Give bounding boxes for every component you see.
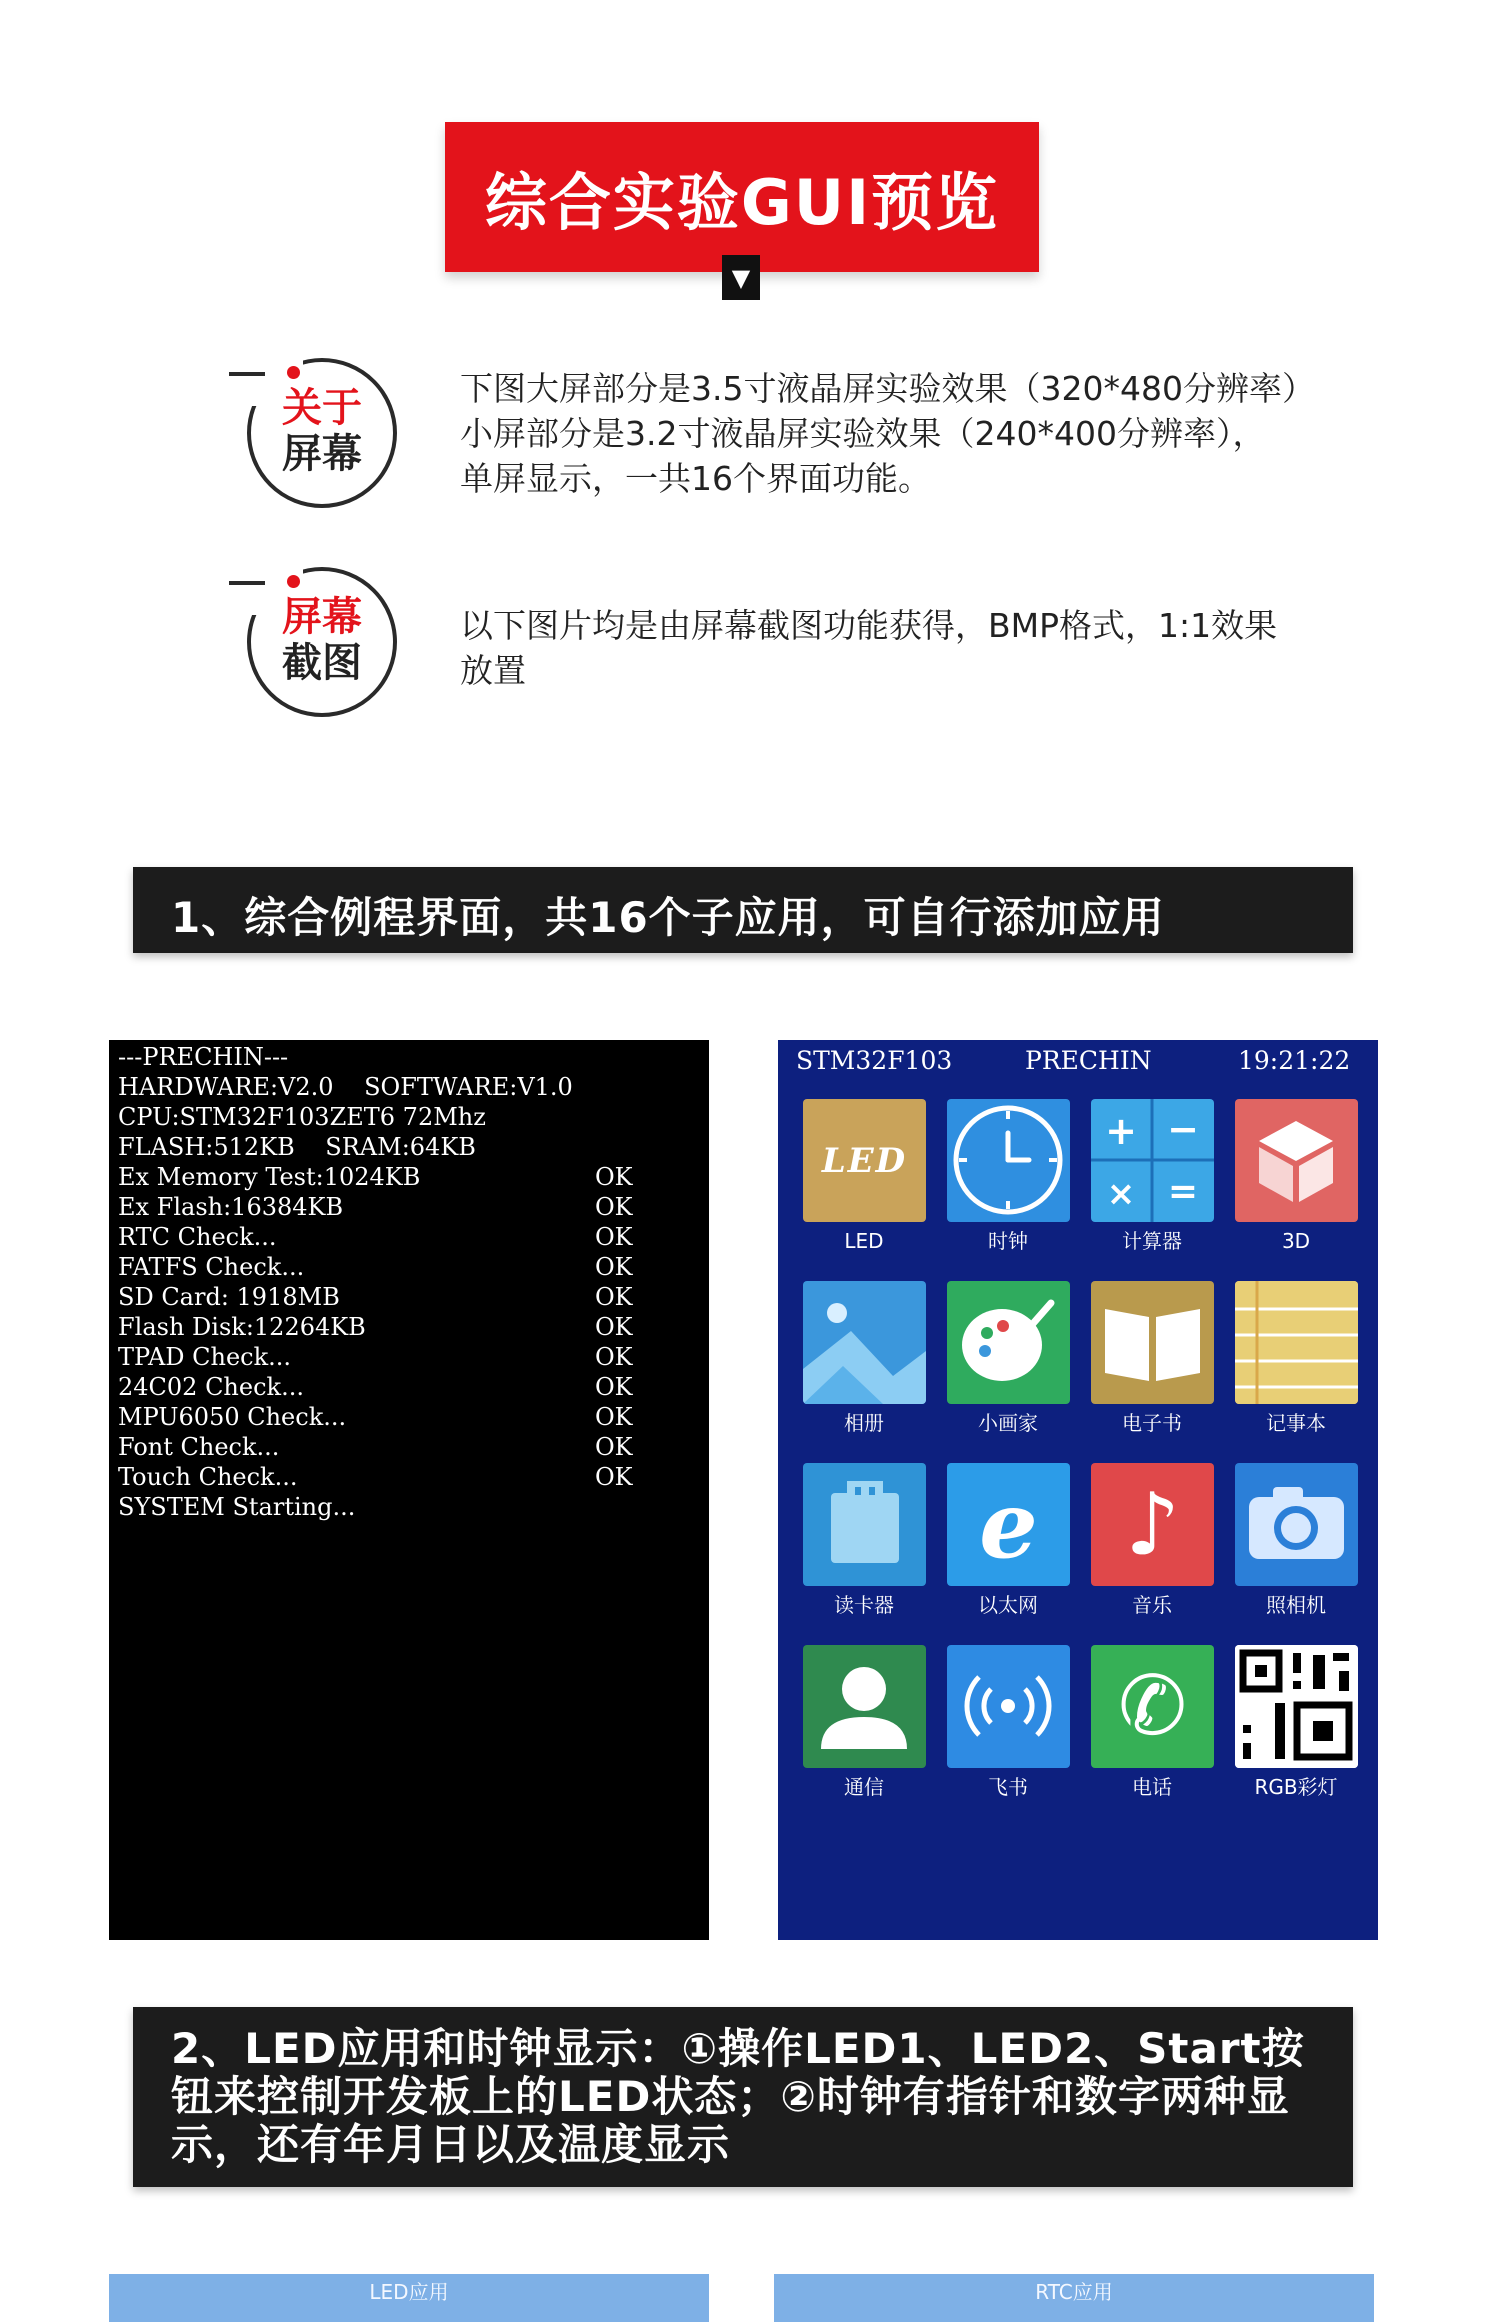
boot-log-text: MPU6050 Check... (118, 1403, 347, 1431)
screenshot-badge (247, 567, 397, 717)
svg-text:×: × (1106, 1174, 1136, 1214)
app-tile-clock[interactable] (947, 1099, 1070, 1222)
about-screen-badge (247, 358, 397, 508)
boot-log-text: 24C02 Check... (118, 1373, 304, 1401)
boot-log-text: HARDWARE:V2.0 SOFTWARE:V1.0 (118, 1073, 573, 1101)
boot-log-text: TPAD Check... (118, 1343, 292, 1371)
clock-icon (947, 1099, 1070, 1222)
boot-log-line (118, 1102, 698, 1132)
app-label[interactable]: 音乐 (1132, 1593, 1172, 1617)
info-line: 下图大屏部分是3.5寸液晶屏实验效果（320*480分辨率） (460, 369, 1315, 408)
cube-icon (1235, 1099, 1358, 1222)
app-tile-card-reader[interactable] (803, 1463, 926, 1586)
notepad-icon (1235, 1281, 1358, 1404)
phone-icon: ✆ (1118, 1658, 1187, 1754)
app-tile-paint[interactable] (947, 1281, 1070, 1404)
boot-status-ok: OK (595, 1253, 633, 1281)
boot-log-text: Ex Flash:16384KB (118, 1193, 344, 1221)
info-line: 小屏部分是3.2寸液晶屏实验效果（240*400分辨率）， (460, 414, 1266, 453)
app-label[interactable]: 记事本 (1266, 1411, 1326, 1435)
boot-status-ok: OK (595, 1283, 633, 1311)
paint-icon (947, 1281, 1070, 1404)
section-title: 2、LED应用和时钟显示：①操作LED1、LED2、Start按钮来控制开发板上的LED状态；②时钟有指针和数字两种显示，还有年月日以及温度显示 (171, 2024, 1305, 2169)
info-line: 以下图片均是由屏幕截图功能获得，BMP格式，1:1效果 (460, 606, 1278, 645)
screenshot-text (460, 603, 1360, 693)
boot-log-text: CPU:STM32F103ZET6 72Mhz (118, 1103, 486, 1131)
app-label[interactable]: 3D (1281, 1229, 1311, 1253)
camera-icon (1235, 1463, 1358, 1586)
app-label[interactable]: 飞书 (988, 1775, 1028, 1799)
ethernet-icon: e (979, 1470, 1038, 1579)
status-brand: PRECHIN (1025, 1046, 1152, 1075)
app-label[interactable]: 电话 (1132, 1775, 1172, 1799)
qrcode-icon (1235, 1645, 1358, 1768)
boot-log-line (118, 1312, 698, 1342)
info-line: 放置 (460, 651, 526, 690)
app-tile-contact[interactable] (803, 1645, 926, 1768)
app-tile-camera[interactable] (1235, 1463, 1358, 1586)
boot-status-ok: OK (595, 1163, 633, 1191)
status-device: STM32F103 (796, 1046, 953, 1075)
app-menu-screen (778, 1040, 1378, 1940)
svg-text:=: = (1167, 1171, 1199, 1212)
boot-log-line (118, 1192, 698, 1222)
info-line: 单屏显示，一共16个界面功能。 (460, 459, 931, 498)
boot-log-line (118, 1072, 698, 1102)
ebook-icon (1091, 1281, 1214, 1404)
preview-title: LED应用 (369, 2280, 449, 2304)
wireless-icon (947, 1645, 1070, 1768)
led-icon: LED (821, 1140, 908, 1181)
app-label[interactable]: 时钟 (988, 1229, 1028, 1253)
boot-log-text: RTC Check... (118, 1223, 277, 1251)
app-label[interactable]: 电子书 (1122, 1411, 1182, 1435)
boot-log-line (118, 1252, 698, 1282)
contact-icon (803, 1645, 926, 1768)
boot-log-line (118, 1222, 698, 1252)
app-tile-cube[interactable] (1235, 1099, 1358, 1222)
app-label[interactable]: RGB彩灯 (1254, 1775, 1338, 1799)
svg-text:+: + (1105, 1109, 1137, 1153)
boot-status-ok: OK (595, 1403, 633, 1431)
boot-log-text: Font Check... (118, 1433, 280, 1461)
badge-label-top: 屏幕 (282, 594, 362, 640)
card-reader-icon (803, 1463, 926, 1586)
app-label[interactable]: 以太网 (978, 1593, 1038, 1617)
section-title: 1、综合例程界面，共16个子应用，可自行添加应用 (171, 893, 1165, 942)
app-tile-ethernet[interactable] (947, 1463, 1070, 1586)
boot-log-text: Touch Check... (118, 1463, 298, 1491)
app-tile-phone[interactable] (1091, 1645, 1214, 1768)
music-icon: ♪ (1125, 1474, 1180, 1575)
badge-label-bottom: 屏幕 (282, 431, 362, 477)
boot-status-ok: OK (595, 1313, 633, 1341)
app-tile-notepad[interactable] (1235, 1281, 1358, 1404)
boot-log-text: FLASH:512KB SRAM:64KB (118, 1133, 476, 1161)
boot-log-text: SD Card: 1918MB (118, 1283, 340, 1311)
badge-label-top: 关于 (282, 385, 362, 431)
app-label[interactable]: 读卡器 (834, 1593, 894, 1617)
app-tile-music[interactable] (1091, 1463, 1214, 1586)
app-label[interactable]: 相册 (844, 1411, 884, 1435)
status-time: 19:21:22 (1238, 1046, 1351, 1075)
boot-log-line (118, 1342, 698, 1372)
rtc-app-preview (774, 2274, 1374, 2322)
boot-log-line (118, 1462, 698, 1492)
boot-log-line (118, 1492, 698, 1522)
preview-title: RTC应用 (1035, 2280, 1113, 2304)
boot-log-line (118, 1132, 698, 1162)
boot-log-text: Ex Memory Test:1024KB (118, 1163, 421, 1191)
calculator-icon (1091, 1099, 1214, 1222)
boot-log-line (118, 1402, 698, 1432)
boot-log-line (118, 1282, 698, 1312)
photo-album-icon (803, 1281, 926, 1404)
section-heading-1 (133, 867, 1353, 953)
led-app-preview (109, 2274, 709, 2322)
section-heading-2 (133, 2007, 1353, 2187)
boot-status-ok: OK (595, 1373, 633, 1401)
boot-log-line (118, 1432, 698, 1462)
app-tile-ebook[interactable] (1091, 1281, 1214, 1404)
boot-log-line (118, 1162, 698, 1192)
boot-status-ok: OK (595, 1463, 633, 1491)
app-label[interactable]: LED (844, 1229, 884, 1253)
header-banner (445, 122, 1039, 272)
app-label[interactable]: 小画家 (978, 1411, 1038, 1435)
app-label[interactable]: 通信 (844, 1775, 884, 1799)
app-tile-qrcode[interactable] (1235, 1645, 1358, 1768)
down-arrow-icon: ▼ (722, 255, 760, 300)
badge-label-bottom: 截图 (282, 640, 362, 686)
boot-status-ok: OK (595, 1343, 633, 1371)
boot-status-ok: OK (595, 1223, 633, 1251)
boot-log-text: FATFS Check... (118, 1253, 305, 1281)
app-tile-calculator[interactable] (1091, 1099, 1214, 1222)
boot-log-line (118, 1042, 698, 1072)
boot-status-ok: OK (595, 1433, 633, 1461)
app-tile-wireless[interactable] (947, 1645, 1070, 1768)
app-tile-photo-album[interactable] (803, 1281, 926, 1404)
boot-screen (109, 1040, 709, 1940)
app-label[interactable]: 照相机 (1266, 1593, 1326, 1617)
about-screen-text (460, 366, 1360, 501)
boot-log-text: SYSTEM Starting... (118, 1493, 356, 1521)
boot-status-ok: OK (595, 1193, 633, 1221)
boot-log-text: Flash Disk:12264KB (118, 1313, 366, 1341)
page-title: 综合实验GUI预览 (484, 165, 1000, 239)
app-label[interactable]: 计算器 (1122, 1229, 1182, 1253)
svg-text:−: − (1167, 1107, 1199, 1151)
boot-log-text: ---PRECHIN--- (118, 1043, 289, 1071)
app-tile-led[interactable] (803, 1099, 926, 1222)
boot-log-line (118, 1372, 698, 1402)
